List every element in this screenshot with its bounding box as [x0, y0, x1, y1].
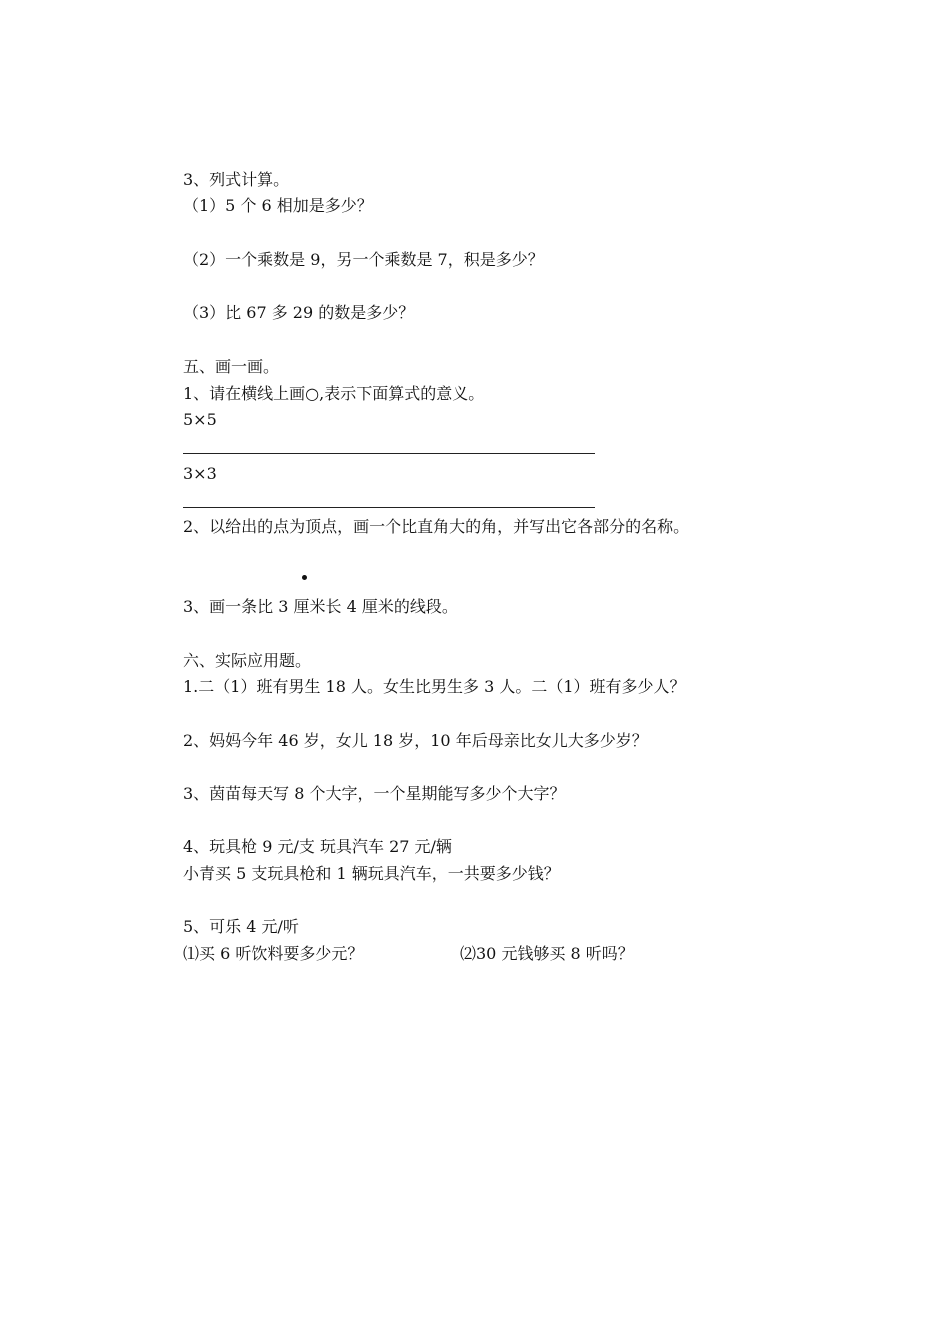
section-6-question-4-prices: 4、玩具枪 9 元/支 玩具汽车 27 元/辆	[183, 837, 452, 856]
vertex-point	[302, 575, 307, 580]
expression-5x5: 5×5	[183, 410, 217, 429]
answer-line-1[interactable]	[183, 453, 595, 454]
section-5-question-2: 2、以给出的点为顶点，画一个比直角大的角，并写出它各部分的名称。	[183, 517, 690, 536]
section-6-question-3: 3、茵苗每天写 8 个大字，一个星期能写多少个大字？	[183, 784, 566, 803]
section-6-question-5b: ⑵30 元钱够买 8 听吗？	[460, 944, 634, 963]
section-5-question-3: 3、画一条比 3 厘米长 4 厘米的线段。	[183, 597, 458, 616]
section-6-question-4-text: 小青买 5 支玩具枪和 1 辆玩具汽车，一共要多少钱？	[183, 864, 560, 883]
section-3-question-2: （2）一个乘数是 9，另一个乘数是 7，积是多少？	[183, 250, 544, 269]
expression-3x3: 3×3	[183, 464, 217, 483]
section-5-question-1: 1、请在横线上画○,表示下面算式的意义。	[183, 384, 485, 403]
section-6-question-5-price: 5、可乐 4 元/听	[183, 917, 299, 936]
section-3-question-3: （3）比 67 多 29 的数是多少？	[183, 303, 415, 322]
section-5-heading: 五、画一画。	[183, 357, 280, 376]
section-6-question-1: 1.二（1）班有男生 18 人。女生比男生多 3 人。二（1）班有多少人？	[183, 677, 686, 696]
section-3-heading: 3、列式计算。	[183, 170, 290, 189]
section-6-question-5a: ⑴买 6 听饮料要多少元？	[183, 944, 364, 963]
section-6-question-2: 2、妈妈今年 46 岁，女儿 18 岁，10 年后母亲比女儿大多少岁？	[183, 731, 648, 750]
section-3-question-1: （1）5 个 6 相加是多少？	[183, 196, 373, 215]
section-6-heading: 六、实际应用题。	[183, 651, 312, 670]
answer-line-2[interactable]	[183, 507, 595, 508]
